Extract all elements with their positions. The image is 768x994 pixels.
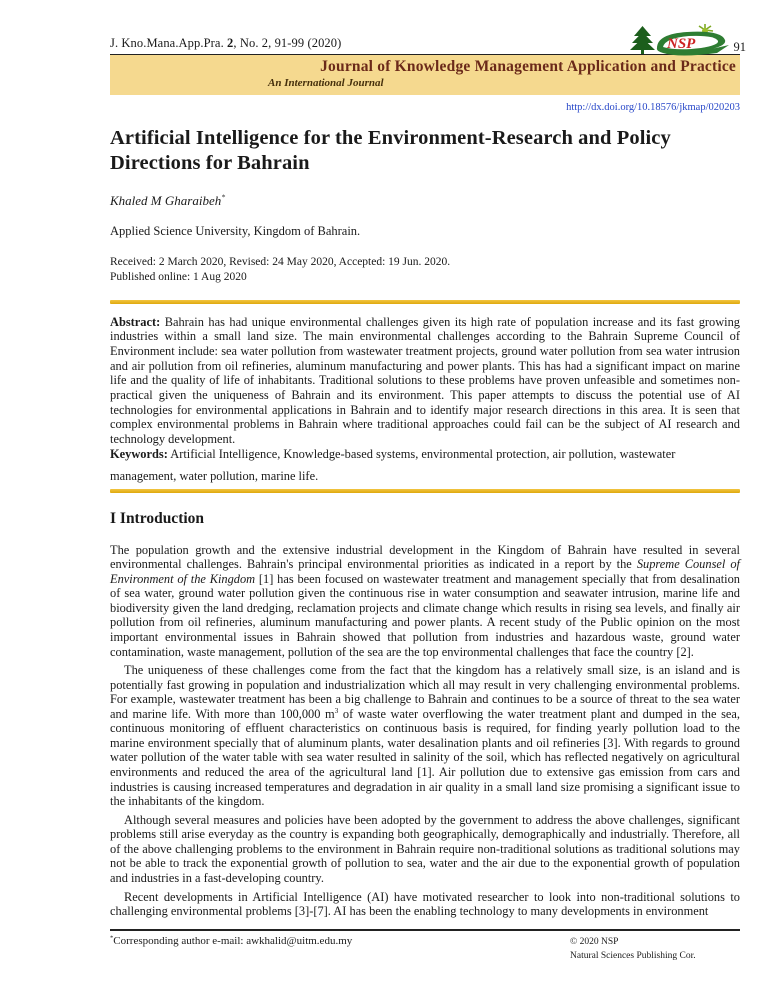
keywords-label: Keywords: <box>110 447 168 462</box>
page-number: 91 <box>733 40 746 54</box>
p1-text-a: The population growth and the extensive industrial development in the Kingdom of Bahrain have resulted in several environmental challenges. Bahrain's principal environmental priorities as indicated in a report by the <box>110 542 740 572</box>
p2-superscript-cubed: 3 <box>334 705 339 715</box>
copyright-line: © 2020 NSP <box>570 937 619 948</box>
intro-paragraph-3: Although several measures and policies have been adopted by the government to address the above challenges, significant problems still arise everyday as the country is expanding both geographically, demographically and industrially. Therefore, all of the above challenging problems to the environment in Bahrain require non-traditional solutions as traditional solutions may not be able to track the exponential growth of pollution to sea, water and the air due to the exponential growth of population and industries in a fast-developing country. <box>110 812 740 885</box>
publisher-name: Natural Sciences Publishing Cor. <box>570 951 696 962</box>
footnote-mark: * <box>110 934 114 942</box>
journal-subtitle: An International Journal <box>268 77 384 89</box>
abstract-paragraph <box>110 315 740 447</box>
publisher-logo-area <box>629 24 747 56</box>
p1-text-b: [1] has been focused on wastewater treatment and management specially that from desalination of sea water, ground water pollution given the continuous rise in water consumption and seawater intrusion, marine life and biodiversity given the land dredging, reclamation projects and climate change which results in rising sea levels, and finally air pollution from oil refineries, aluminum manufacturing and power plants. A recent study of the Public opinion on the most important environmental issues in Bahrain showed that pollution from industries and hazardous waste, ground water contamination, waste management, pollution of the sea are the top environmental challenges that face the country [2]. <box>110 571 740 659</box>
published-line: Published online: 1 Aug 2020 <box>110 271 247 284</box>
footer-divider <box>110 929 740 931</box>
received-line: Received: 2 March 2020, Revised: 24 May 2020, Accepted: 19 Jun. 2020. <box>110 256 451 268</box>
doi-row <box>110 102 740 113</box>
page-header <box>110 0 746 55</box>
affiliation: Applied Science University, Kingdom of Bahrain. <box>110 224 361 238</box>
nsp-logo-text: NSP <box>666 36 695 52</box>
citation-volume: 2 <box>227 36 234 50</box>
corresponding-email-link[interactable]: awkhalid@uitm.edu.my <box>246 935 353 948</box>
nsp-logo-icon <box>629 24 733 56</box>
intro-paragraph-1 <box>110 543 740 660</box>
p2-text-a: The uniqueness of these challenges come from the fact that the kingdom has a relatively small size, is an island and is potentially fast growing in population and industrialization which all may result in very challenging environmental problems. For example, wastewater treatment has been a big challenge to Bahrain and continues to be a source of threat to the sea water and marine life. With more than 100,000 m <box>110 663 740 721</box>
abstract-text: Bahrain has had unique environmental challenges given its high rate of population increase and its fast growing industries within a small land size. The main environmental challenges according to the Bahrain Supreme Council of Environment include: sea water pollution from wastewater treatment projects, ground water pollution from sea water intrusion and air pollution from oil refineries, aluminum manufacturing and power plants. This has had a significant impact on marine life and the quality of life of inhabitants. Traditional solutions to these problems have proven unfeasible and sometimes non-practical given the uniqueness of Bahrain and its environment. This paper attempts to discuss the potential use of AI technologies for environmental applications in Bahrain and to identify major research directions in this area. It is seen that complex environmental problems in Bahrain where traditional approaches could fail can be the subject of AI research and technology development. <box>110 314 740 446</box>
author-line <box>110 193 740 209</box>
publisher-copyright <box>570 935 696 964</box>
paper-title: Artificial Intelligence for the Environment-Research and Policy Directions for Bahrain <box>110 127 671 174</box>
journal-banner <box>110 55 740 95</box>
citation-pre: J. Kno.Mana.App.Pra. <box>110 36 228 50</box>
abstract-label: Abstract: <box>110 314 161 329</box>
journal-title: Journal of Knowledge Management Application and Practice <box>320 58 736 75</box>
p1-italic-report-name: Supreme Counsel of Environment of the Kingdom <box>110 557 740 586</box>
author-name: Khaled M Gharaibeh <box>110 193 222 208</box>
corresponding-author-note <box>110 935 570 964</box>
abstract-top-rule <box>110 300 740 304</box>
section-heading-introduction: I Introduction <box>110 509 205 527</box>
keywords-line <box>110 447 740 462</box>
article-dates <box>110 255 740 285</box>
citation-post: , No. 2, 91-99 (2020) <box>233 36 342 50</box>
footnote-label: Corresponding author e-mail: <box>113 935 247 948</box>
page-footer <box>110 929 740 994</box>
keywords-text-1: Artificial Intelligence, Knowledge-based systems, environmental protection, air pollution, wastewater <box>167 447 676 462</box>
keywords-line-2: management, water pollution, marine life. <box>110 469 319 484</box>
author-corresponding-mark: * <box>221 192 226 202</box>
intro-paragraph-2 <box>110 663 740 809</box>
abstract-bottom-rule <box>110 489 740 493</box>
p2-text-b: of waste water overflowing the water treatment plant and dumped in the sea, continuous monitoring of effluent characteristics on continuous basis is required, for finding yearly pollution load to the marine environment specially that of aluminum plants, water desalination plants and oil refineries [3]. With regards to ground water pollution of the water table with sea water resulted in salinity of the soil, which has reflected negatively on agricultural environments and reduced the area of the agricultural land [1]. Air pollution due to extensive gas emission from cars and industries is causing increased temperatures and degradation in air quality in a small land size promising a significant issue to the inhabitants of the kingdom. <box>110 706 740 809</box>
intro-paragraph-4: Recent developments in Artificial Intelligence (AI) have motivated researcher to look into non-traditional solutions to challenging environmental problems [3]-[7]. AI has been the enabling technology to many developments in environment <box>110 889 740 919</box>
doi-link[interactable]: http://dx.doi.org/10.18576/jkmap/020203 <box>566 102 740 113</box>
